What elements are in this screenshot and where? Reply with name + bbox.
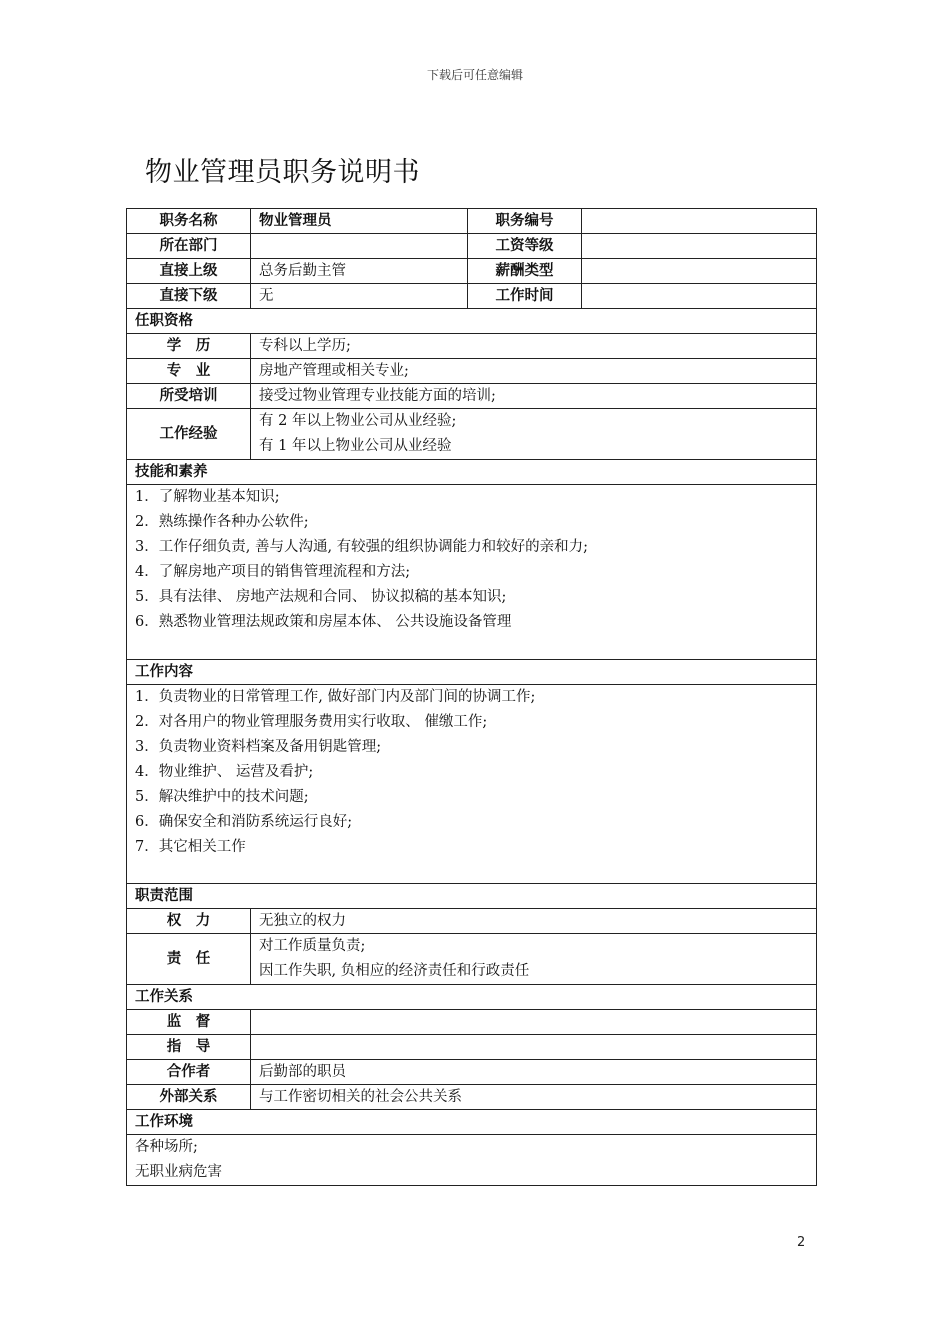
row-subordinate (127, 284, 817, 309)
salary-type-label: 薪酬类型 (468, 259, 582, 284)
skill-item: 3．工作仔细负责, 善与人沟通, 有较强的组织协调能力和较好的亲和力; (135, 539, 589, 555)
skill-item: 1．了解物业基本知识; (135, 489, 280, 505)
superior-value: 总务后勤主管 (251, 259, 468, 284)
duty-item: 1．负责物业的日常管理工作, 做好部门内及部门间的协调工作; (135, 689, 536, 705)
supervise-value (251, 1010, 817, 1035)
partner-value: 后勤部的职员 (251, 1060, 817, 1085)
guide-label: 指 导 (127, 1035, 251, 1060)
training-label: 所受培训 (127, 384, 251, 409)
row-major (127, 359, 817, 384)
row-qualifications-heading (127, 309, 817, 334)
row-supervise (127, 1010, 817, 1035)
row-superior (127, 259, 817, 284)
environment-heading: 工作环境 (127, 1110, 817, 1135)
duties-list (127, 685, 817, 884)
experience-line: 有 2 年以上物业公司从业经验; (259, 413, 457, 429)
skill-item: 2．熟练操作各种办公软件; (135, 514, 309, 530)
external-value: 与工作密切相关的社会公共关系 (251, 1085, 817, 1110)
experience-line: 有 1 年以上物业公司从业经验 (259, 438, 452, 454)
row-training (127, 384, 817, 409)
education-label: 学 历 (127, 334, 251, 359)
page-number: 2 (797, 1235, 806, 1250)
responsibility-label: 责 任 (127, 934, 251, 985)
duty-item: 7．其它相关工作 (135, 839, 246, 855)
relations-heading: 工作关系 (127, 985, 817, 1010)
skill-item: 5．具有法律、 房地产法规和合同、 协议拟稿的基本知识; (135, 589, 507, 605)
row-scope-heading (127, 884, 817, 909)
row-relations-heading (127, 985, 817, 1010)
duty-item: 3．负责物业资料档案及备用钥匙管理; (135, 739, 382, 755)
job-name-label: 职务名称 (127, 209, 251, 234)
responsibility-line: 因工作失职, 负相应的经济责任和行政责任 (259, 963, 530, 979)
duty-item: 5．解决维护中的技术问题; (135, 789, 309, 805)
authority-value: 无独立的权力 (251, 909, 817, 934)
job-description-table (126, 208, 817, 1186)
row-guide (127, 1035, 817, 1060)
major-value: 房地产管理或相关专业; (251, 359, 817, 384)
duty-item: 6．确保安全和消防系统运行良好; (135, 814, 353, 830)
row-responsibility (127, 934, 817, 985)
environment-line: 无职业病危害 (135, 1164, 222, 1180)
row-duties-list (127, 685, 817, 884)
duty-item: 4．物业维护、 运营及看护; (135, 764, 314, 780)
skills-heading: 技能和素养 (127, 460, 817, 485)
superior-label: 直接上级 (127, 259, 251, 284)
job-code-label: 职务编号 (468, 209, 582, 234)
training-value: 接受过物业管理专业技能方面的培训; (251, 384, 817, 409)
row-education (127, 334, 817, 359)
qualifications-heading: 任职资格 (127, 309, 817, 334)
header-note: 下载后可任意编辑 (426, 68, 523, 82)
department-label: 所在部门 (127, 234, 251, 259)
wage-grade-label: 工资等级 (468, 234, 582, 259)
row-environment-heading (127, 1110, 817, 1135)
row-environment (127, 1135, 817, 1186)
row-external (127, 1085, 817, 1110)
row-skills-heading (127, 460, 817, 485)
work-time-label: 工作时间 (468, 284, 582, 309)
job-name-value: 物业管理员 (251, 209, 468, 234)
row-duties-heading (127, 660, 817, 685)
row-authority (127, 909, 817, 934)
department-value (251, 234, 468, 259)
authority-label: 权 力 (127, 909, 251, 934)
wage-grade-value (582, 234, 817, 259)
skills-list (127, 485, 817, 660)
external-label: 外部关系 (127, 1085, 251, 1110)
experience-label: 工作经验 (127, 409, 251, 460)
guide-value (251, 1035, 817, 1060)
responsibility-value (251, 934, 817, 985)
salary-type-value (582, 259, 817, 284)
work-time-value (582, 284, 817, 309)
row-job-name (127, 209, 817, 234)
environment-line: 各种场所; (135, 1139, 198, 1155)
subordinate-label: 直接下级 (127, 284, 251, 309)
row-department (127, 234, 817, 259)
supervise-label: 监 督 (127, 1010, 251, 1035)
scope-heading: 职责范围 (127, 884, 817, 909)
row-experience (127, 409, 817, 460)
duty-item: 2．对各用户的物业管理服务费用实行收取、 催缴工作; (135, 714, 488, 730)
experience-value (251, 409, 817, 460)
skill-item: 6．熟悉物业管理法规政策和房屋本体、 公共设施设备管理 (135, 614, 512, 630)
subordinate-value: 无 (251, 284, 468, 309)
document-title: 物业管理员职务说明书 (145, 157, 420, 188)
environment-list (127, 1135, 817, 1186)
partner-label: 合作者 (127, 1060, 251, 1085)
row-partner (127, 1060, 817, 1085)
major-label: 专 业 (127, 359, 251, 384)
job-code-value (582, 209, 817, 234)
row-skills-list (127, 485, 817, 660)
skill-item: 4．了解房地产项目的销售管理流程和方法; (135, 564, 411, 580)
duties-heading: 工作内容 (127, 660, 817, 685)
responsibility-line: 对工作质量负责; (259, 938, 366, 954)
education-value: 专科以上学历; (251, 334, 817, 359)
